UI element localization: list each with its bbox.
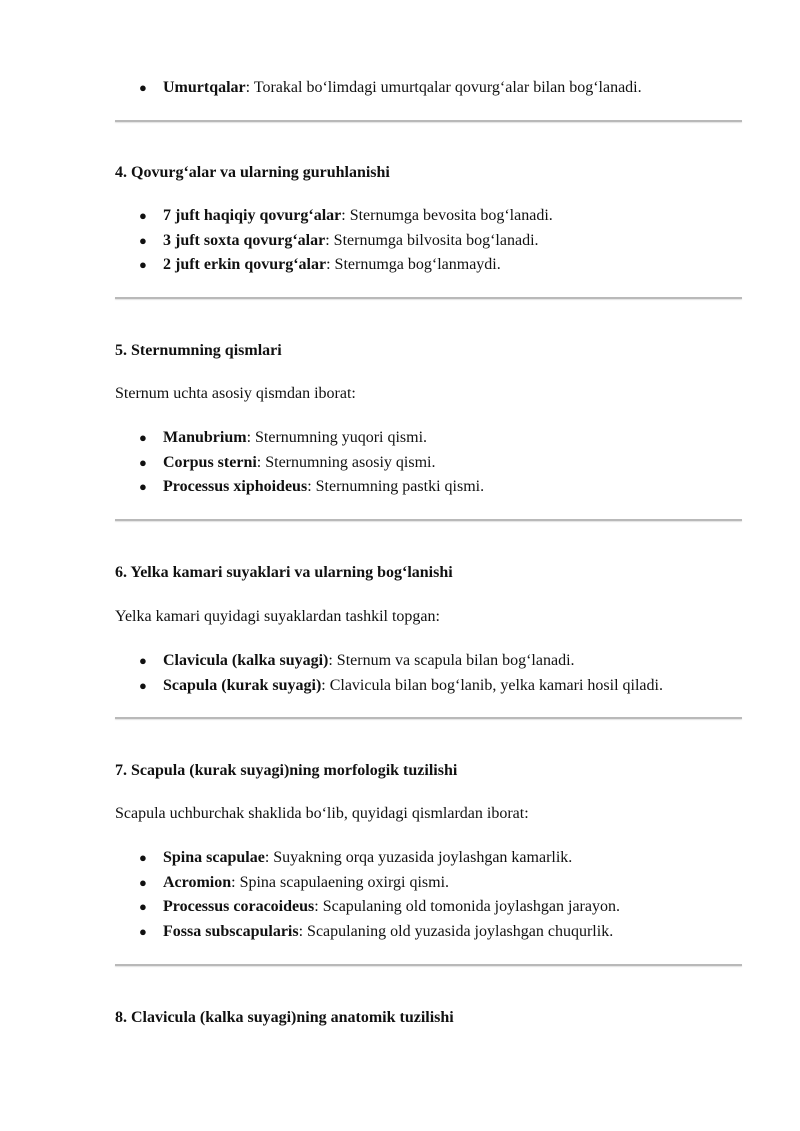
list-item-term: 2 juft erkin qovurg‘alar [163, 256, 327, 273]
section-heading-5: 5. Sternumning qismlari [115, 342, 282, 359]
horizontal-rule [115, 519, 742, 521]
list-item-desc: : Sternumning yuqori qismi. [246, 429, 428, 446]
bullet-icon: ● [139, 454, 147, 470]
horizontal-rule [115, 964, 742, 966]
bullet-list-umurtqalar [115, 76, 755, 101]
section-heading-7: 7. Scapula (kurak suyagi)ning morfologik tuzilishi [115, 762, 458, 779]
list-item-desc: : Sternumga bevosita bog‘lanadi. [341, 207, 553, 224]
list-item-desc: : Sternumning pastki qismi. [307, 478, 485, 495]
list-item [115, 426, 755, 451]
bullet-icon: ● [139, 923, 147, 939]
list-item [115, 649, 755, 674]
list-item [115, 475, 755, 500]
list-item-desc: : Clavicula bilan bog‘lanib, yelka kamari hosil qiladi. [321, 676, 663, 694]
bullet-icon: ● [139, 850, 147, 865]
section-heading-6: 6. Yelka kamari suyaklari va ularning bog‘lanishi [115, 564, 453, 581]
section-heading-8: 8. Clavicula (kalka suyagi)ning anatomik tuzilishi [115, 1009, 454, 1026]
list-item-desc: : Suyakning orqa yuzasida joylashgan kamarlik. [264, 849, 573, 866]
list-item-term: 7 juft haqiqiy qovurg‘alar [163, 207, 342, 224]
bullet-list-shoulder-girdle [115, 649, 755, 698]
list-item [115, 253, 755, 278]
section-intro: Scapula uchburchak shaklida bo‘lib, quyidagi qismlardan iborat: [115, 805, 529, 822]
bullet-list-ribs [115, 204, 755, 278]
list-item [115, 846, 755, 871]
horizontal-rule [115, 717, 742, 719]
bullet-icon: ● [139, 208, 147, 223]
bullet-icon: ● [139, 874, 147, 890]
list-item-desc: : Torakal bo‘limdagi umurtqalar qovurg‘alar bilan bog‘lanadi. [245, 79, 642, 96]
bullet-list-scapula [115, 846, 755, 944]
list-item [115, 451, 755, 476]
bullet-icon: ● [139, 430, 147, 445]
list-item-term: Acromion [163, 873, 232, 891]
list-item-desc: : Sternumga bilvosita bog‘lanadi. [325, 231, 539, 249]
bullet-icon: ● [139, 677, 147, 693]
list-item [115, 204, 755, 229]
list-item [115, 229, 755, 254]
bullet-list-sternum [115, 426, 755, 500]
list-item-desc: : Scapulaning old tomonida joylashgan jarayon. [314, 898, 620, 915]
bullet-icon: ● [139, 899, 147, 914]
bullet-icon: ● [139, 653, 147, 668]
bullet-icon: ● [139, 232, 147, 248]
list-item-term: 3 juft soxta qovurg‘alar [163, 231, 326, 249]
section-intro: Yelka kamari quyidagi suyaklardan tashkil topgan: [115, 608, 440, 625]
horizontal-rule [115, 120, 742, 122]
list-item-term: Manubrium [163, 429, 247, 446]
list-item [115, 920, 755, 945]
list-item-term: Scapula (kurak suyagi) [163, 676, 322, 694]
list-item-desc: : Sternumga bog‘lanmaydi. [326, 256, 501, 273]
list-item-term: Umurtqalar [163, 79, 246, 96]
list-item-desc: : Scapulaning old yuzasida joylashgan chuqurlik. [298, 922, 614, 940]
list-item [115, 76, 755, 101]
bullet-icon: ● [139, 479, 147, 494]
list-item [115, 871, 755, 896]
bullet-icon: ● [139, 257, 147, 272]
list-item-term: Corpus sterni [163, 453, 257, 471]
list-item-desc: : Sternumning asosiy qismi. [256, 453, 436, 471]
bullet-icon: ● [139, 80, 147, 95]
list-item-desc: : Spina scapulaening oxirgi qismi. [231, 873, 450, 891]
list-item-term: Processus coracoideus [163, 898, 315, 915]
horizontal-rule [115, 297, 742, 299]
section-heading-4: 4. Qovurg‘alar va ularning guruhlanishi [115, 164, 390, 181]
list-item-term: Processus xiphoideus [163, 478, 308, 495]
list-item [115, 674, 755, 699]
list-item-term: Spina scapulae [163, 849, 265, 866]
section-intro: Sternum uchta asosiy qismdan iborat: [115, 385, 356, 402]
list-item-term: Fossa subscapularis [163, 922, 299, 940]
list-item-desc: : Sternum va scapula bilan bog‘lanadi. [328, 652, 575, 669]
list-item [115, 895, 755, 920]
list-item-term: Clavicula (kalka suyagi) [163, 652, 329, 669]
